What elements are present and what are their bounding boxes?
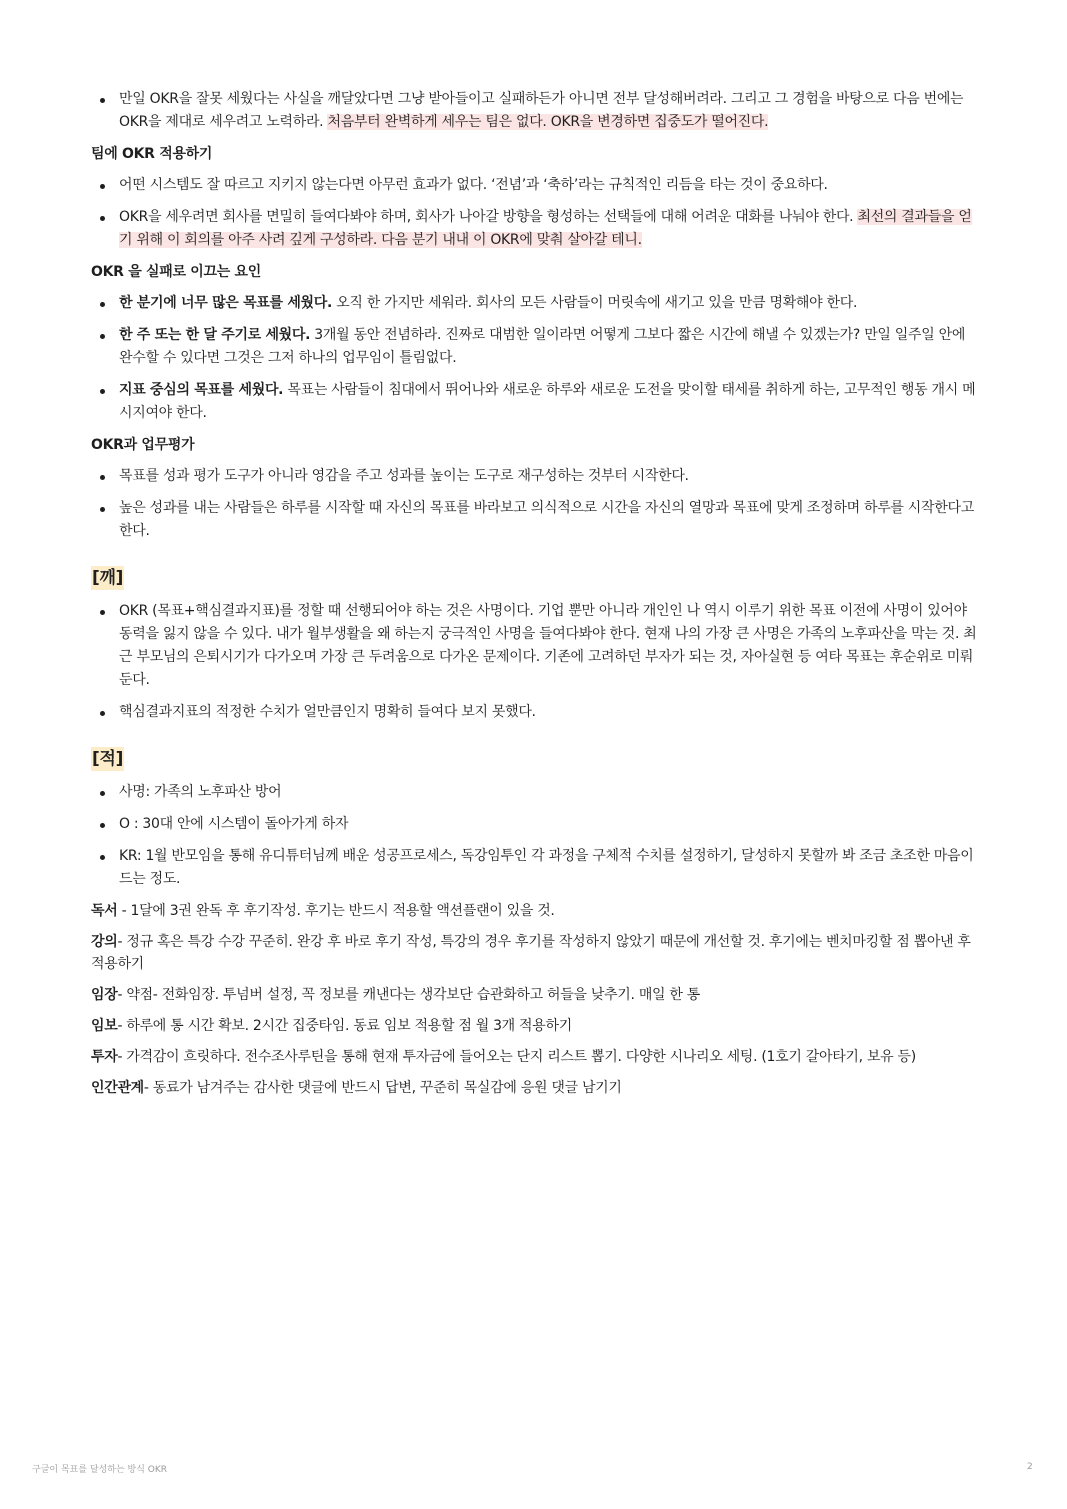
bold-lead: 투자 bbox=[91, 1049, 118, 1065]
bullet-list bbox=[91, 174, 981, 252]
list-item: OKR (목표+핵심결과지표)를 정할 때 선행되어야 하는 것은 사명이다. 기업 뿐만 아니라 개인인 나 역시 이루기 위한 목표 이전에 사명이 있어야 동력을 잃지 않을 수 있다. 내가 월부생활을 왜 하는지 궁극적인 사명을 들여다봐야 한다. 현재 나의 가장 큰 사명은 가족의 노후파산을 막는 것. 최근 부모님의 은퇴시기가 다가오며 가장 큰 두려움으로 다가온 문제이다. 기존에 고려하던 부자가 되는 것, 자아실현 등 여타 목표는 후순위로 미뤄둔다. bbox=[91, 600, 981, 692]
paragraph bbox=[91, 1015, 981, 1037]
highlighted-text: 최선의 결과들을 얻기 위해 이 회의를 아주 사려 깊게 구성하라. 다음 분기 내내 이 OKR에 맞춰 살아갈 테니. bbox=[119, 209, 972, 248]
bold-lead: 한 주 또는 한 달 주기로 세웠다. bbox=[119, 327, 311, 343]
page-number: 2 bbox=[1027, 1462, 1033, 1472]
item-text: 3개월 동안 전념하라. 진짜로 대범한 일이라면 어떻게 그보다 짧은 시간에 해낼 수 있겠는가? 만일 일주일 안에 완수할 수 있다면 그것은 그저 하나의 업무임이 틀림없다. bbox=[119, 327, 966, 366]
bold-lead: 임보 bbox=[91, 1018, 118, 1034]
paragraph-text: - 가격감이 흐릿하다. 전수조사루틴을 통해 현재 투자금에 들어오는 단지 리스트 뽑기. 다양한 시나리오 세팅. (1호기 갈아타기, 보유 등) bbox=[117, 1049, 916, 1065]
list-item bbox=[91, 88, 981, 134]
list-item bbox=[91, 206, 981, 252]
bullet-list bbox=[91, 781, 981, 891]
item-text: 목표는 사람들이 침대에서 뛰어나와 새로운 하루와 새로운 도전을 맞이할 태세를 취하게 하는, 고무적인 행동 개시 메시지여야 한다. bbox=[119, 382, 976, 421]
footer-title: 구글이 목표를 달성하는 방식 OKR bbox=[32, 1465, 168, 1475]
paragraph-text: - 1달에 3권 완독 후 후기작성. 후기는 반드시 적용할 액션플랜이 있을 것. bbox=[117, 903, 555, 919]
item-text: 오직 한 가지만 세워라. 회사의 모든 사람들이 머릿속에 새기고 있을 만큼 명확해야 한다. bbox=[332, 295, 858, 311]
paragraph bbox=[91, 900, 981, 922]
list-item: 핵심결과지표의 적정한 수치가 얼만큼인지 명확히 들여다 보지 못했다. bbox=[91, 701, 981, 724]
list-item: 목표를 성과 평가 도구가 아니라 영감을 주고 성과를 높이는 도구로 재구성하는 것부터 시작한다. bbox=[91, 465, 981, 488]
item-text: 만일 OKR을 잘못 세웠다는 사실을 깨달았다면 그냥 받아들이고 실패하든가 아니면 전부 달성해버려라. 그리고 그 경험을 바탕으로 다음 번에는 OKR을 제대로 세우려고 노력하라. bbox=[119, 91, 964, 130]
list-item bbox=[91, 324, 981, 370]
section-heading: OKR과 업무평가 bbox=[91, 437, 195, 453]
bullet-list bbox=[91, 292, 981, 425]
bullet-list bbox=[91, 88, 981, 134]
bold-lead: 강의 bbox=[91, 934, 118, 950]
list-item: O : 30대 안에 시스템이 돌아가게 하자 bbox=[91, 813, 981, 836]
bold-lead: 지표 중심의 목표를 세웠다. bbox=[119, 382, 284, 398]
bold-lead: 임장 bbox=[91, 987, 118, 1003]
list-item: 어떤 시스템도 잘 따르고 지키지 않는다면 아무런 효과가 없다. ‘전념’과 ‘축하’라는 규칙적인 리듬을 타는 것이 중요하다. bbox=[91, 174, 981, 197]
paragraph bbox=[91, 984, 981, 1006]
paragraph bbox=[91, 931, 981, 975]
bold-lead: 독서 bbox=[91, 903, 118, 919]
paragraph bbox=[91, 1077, 981, 1099]
item-text: OKR을 세우려면 회사를 면밀히 들여다봐야 하며, 회사가 나아갈 방향을 형성하는 선택들에 대해 어려운 대화를 나눠야 한다. bbox=[119, 209, 858, 225]
paragraph-text: - 약점- 전화임장. 투넘버 설정, 꼭 정보를 캐낸다는 생각보단 습관화하고 허들을 낮추기. 매일 한 통 bbox=[117, 987, 701, 1003]
list-item: KR: 1월 반모임을 통해 유디튜터님께 배운 성공프로세스, 독강임투인 각 과정을 구체적 수치를 설정하기, 달성하지 못할까 봐 조금 초조한 마음이 드는 정도. bbox=[91, 845, 981, 891]
list-item: 높은 성과를 내는 사람들은 하루를 시작할 때 자신의 목표를 바라보고 의식적으로 시간을 자신의 열망과 목표에 맞게 조정하며 하루를 시작한다고 한다. bbox=[91, 497, 981, 543]
paragraph-text: - 정규 혹은 특강 수강 꾸준히. 완강 후 바로 후기 작성, 특강의 경우 후기를 작성하지 않았기 때문에 개선할 것. 후기에는 벤치마킹할 점 뽑아낸 후 적용하기 bbox=[91, 934, 971, 972]
list-item: 사명: 가족의 노후파산 방어 bbox=[91, 781, 981, 804]
section-heading: OKR 을 실패로 이끄는 요인 bbox=[91, 264, 261, 280]
section-heading-large: [깨] bbox=[92, 568, 124, 588]
section-heading: 팀에 OKR 적용하기 bbox=[91, 146, 213, 162]
document-body bbox=[91, 88, 981, 1108]
highlighted-text: 처음부터 완벽하게 세우는 팀은 없다. OKR을 변경하면 집중도가 떨어진다. bbox=[327, 114, 769, 130]
list-item bbox=[91, 379, 981, 425]
paragraph-text: - 하루에 통 시간 확보. 2시간 집중타임. 동료 임보 적용할 점 월 3개 적용하기 bbox=[117, 1018, 572, 1034]
paragraph-text: - 동료가 남겨주는 감사한 댓글에 반드시 답변, 꾸준히 목실감에 응원 댓글 남기기 bbox=[143, 1080, 622, 1096]
bullet-list bbox=[91, 465, 981, 543]
bullet-list bbox=[91, 600, 981, 724]
bold-lead: 한 분기에 너무 많은 목표를 세웠다. bbox=[119, 295, 333, 311]
section-heading-large: [적] bbox=[92, 749, 124, 769]
paragraph bbox=[91, 1046, 981, 1068]
bold-lead: 인간관계 bbox=[91, 1080, 144, 1096]
list-item bbox=[91, 292, 981, 315]
